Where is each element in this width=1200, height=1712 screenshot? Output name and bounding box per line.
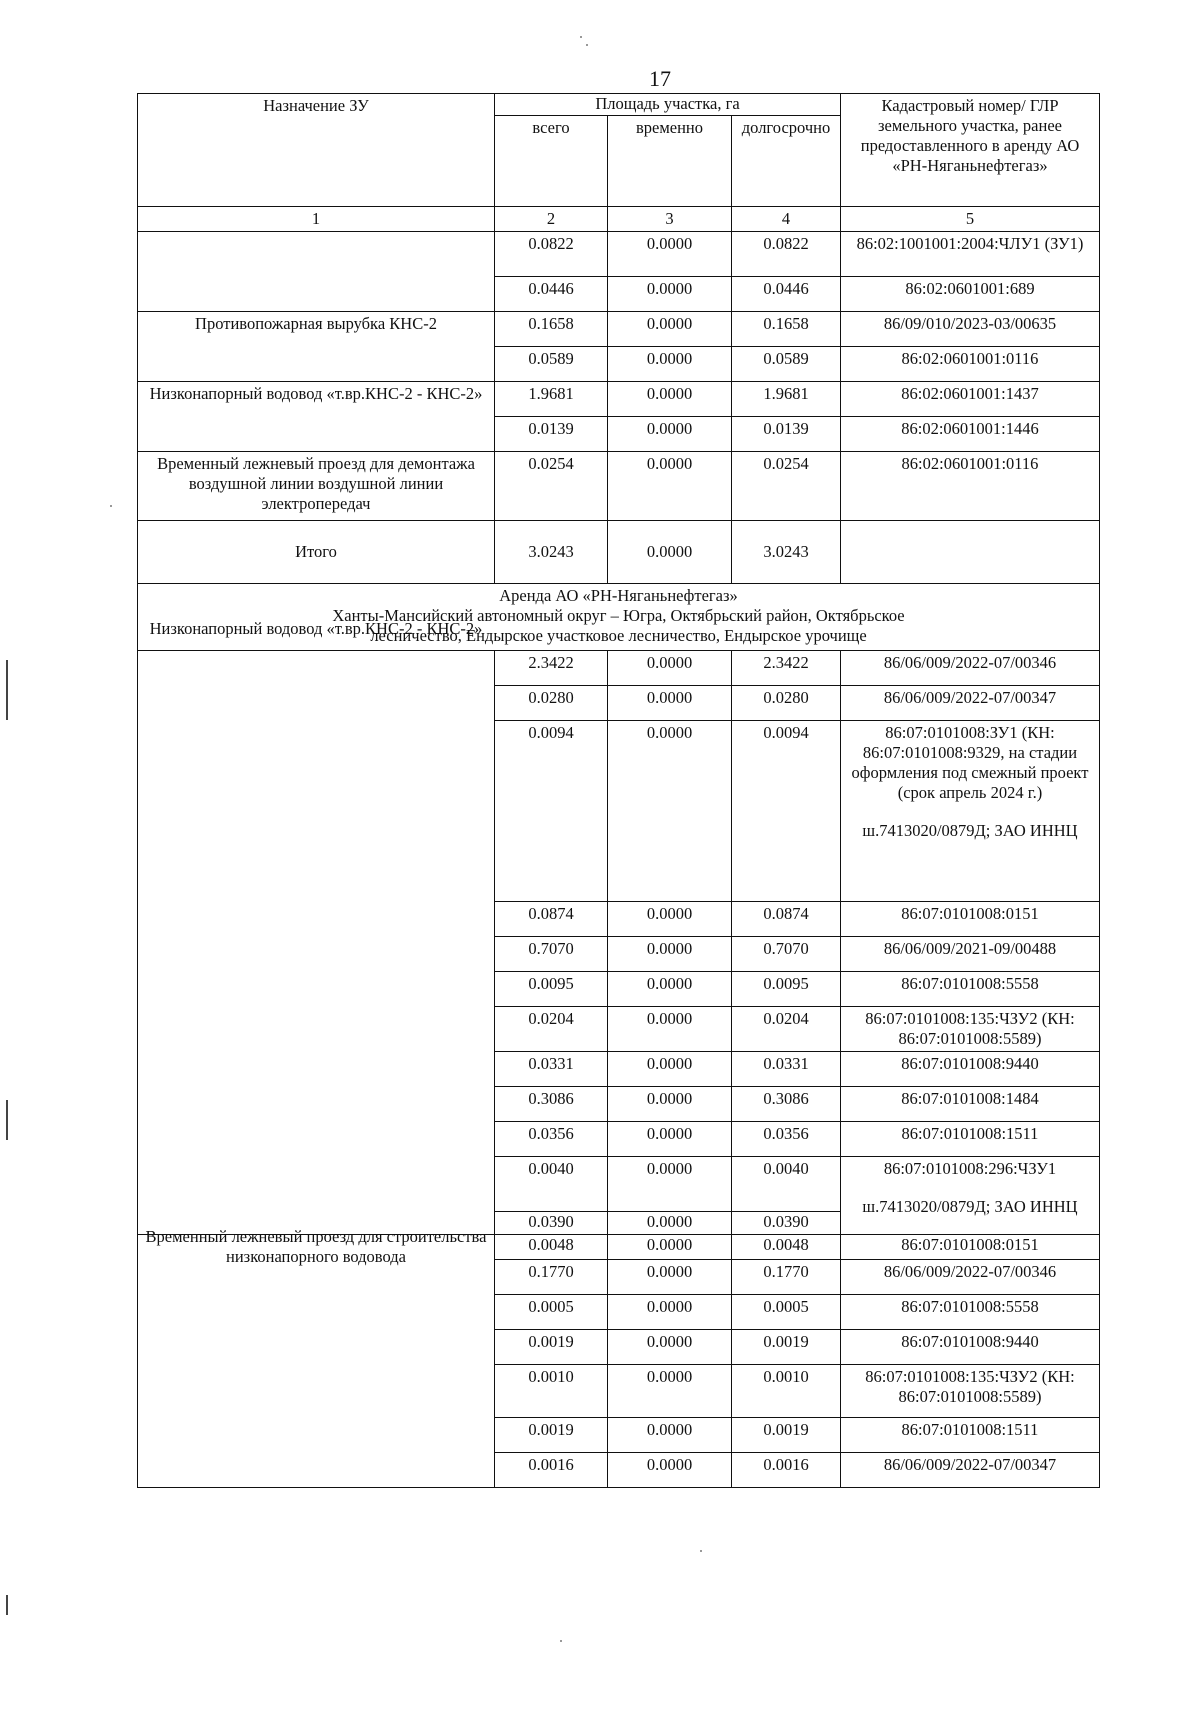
cell-cadastral: 86:02:0601001:1446 xyxy=(841,417,1100,452)
header-total: всего xyxy=(495,115,608,206)
cell-cadastral: 86:02:0601001:1437 xyxy=(841,382,1100,417)
cell-total: 0.3086 xyxy=(495,1087,608,1122)
cell-temporary: 0.0000 xyxy=(608,417,732,452)
cell-temporary: 0.0000 xyxy=(608,1087,732,1122)
table-header-row xyxy=(138,94,1100,116)
cadastral-note: ш.7413020/0879Д; ЗАО ИННЦ xyxy=(862,1197,1078,1216)
cell-cadastral: 86:07:0101008:1511 xyxy=(841,1418,1100,1453)
cell-cadastral: 86:07:0101008:0151 xyxy=(841,902,1100,937)
cell-temporary: 0.0000 xyxy=(608,1235,732,1260)
purpose-water-pipeline-lease xyxy=(138,619,495,1235)
scan-speck xyxy=(586,44,588,46)
table-row xyxy=(138,382,1100,417)
cell-cadastral: 86:02:0601001:0116 xyxy=(841,452,1100,521)
header-area-group: Площадь участка, га xyxy=(495,94,841,116)
cadastral-text: 86:07:0101008:ЗУ1 (КН: 86:07:0101008:9329, на стадии оформления под смежный проект (срок апрель 2024 г.) xyxy=(851,723,1089,802)
total-sum-temporary: 0.0000 xyxy=(608,521,732,584)
scan-speck xyxy=(560,1640,562,1642)
cell-total: 0.0005 xyxy=(495,1295,608,1330)
cell-longterm: 0.0139 xyxy=(732,417,841,452)
table-row xyxy=(138,232,1100,277)
cell-total: 0.0048 xyxy=(495,1235,608,1260)
cell-temporary: 0.0000 xyxy=(608,1260,732,1295)
page-number: 17 xyxy=(649,66,671,91)
cell-cadastral: 86:07:0101008:5558 xyxy=(841,972,1100,1007)
cell-total: 0.0019 xyxy=(495,1330,608,1365)
cell-temporary: 0.0000 xyxy=(608,686,732,721)
cell-longterm: 0.0822 xyxy=(732,232,841,277)
cell-total: 1.9681 xyxy=(495,382,608,417)
col-index-1: 1 xyxy=(138,207,495,232)
cell-cadastral: 86/06/009/2022-07/00346 xyxy=(841,651,1100,686)
cell-total: 0.0280 xyxy=(495,686,608,721)
header-temporary: временно xyxy=(608,115,732,206)
cell-total: 0.0356 xyxy=(495,1122,608,1157)
cell-longterm: 0.0095 xyxy=(732,972,841,1007)
cell-total: 0.0094 xyxy=(495,721,608,902)
purpose-fire-clearing: Противопожарная вырубка КНС-2 xyxy=(138,312,495,382)
cell-total: 0.0204 xyxy=(495,1007,608,1052)
land-plots-table xyxy=(137,93,1100,1488)
cell-cadastral: 86:07:0101008:1484 xyxy=(841,1087,1100,1122)
cell-temporary: 0.0000 xyxy=(608,1122,732,1157)
scan-mark xyxy=(6,1595,8,1615)
cell-temporary: 0.0000 xyxy=(608,277,732,312)
cell-temporary: 0.0000 xyxy=(608,1453,732,1488)
purpose-water-pipeline-lease-text: Низконапорный водовод «т.вр.КНС-2 - КНС-2» xyxy=(149,619,483,638)
cell-longterm: 0.0280 xyxy=(732,686,841,721)
cell-cadastral: 86:07:0101008:9440 xyxy=(841,1052,1100,1087)
header-cadastral: Кадастровый номер/ ГЛР земельного участка, ранее предоставленного в аренду АО «РН-Няганьнефтегаз» xyxy=(841,94,1100,207)
cell-total: 0.0095 xyxy=(495,972,608,1007)
cell-temporary: 0.0000 xyxy=(608,382,732,417)
purpose-temp-road-construction-text: Временный лежневый проезд для строительства низконапорного водовода xyxy=(145,1227,487,1266)
cell-temporary: 0.0000 xyxy=(608,1418,732,1453)
total-label: Итого xyxy=(138,521,495,584)
col-index-2: 2 xyxy=(495,207,608,232)
cell-longterm: 0.0040 xyxy=(732,1157,841,1212)
cell-cadastral: 86:07:0101008:135:ЧЗУ2 (КН: 86:07:0101008:5589) xyxy=(841,1365,1100,1418)
cell-longterm: 0.0094 xyxy=(732,721,841,902)
cell-cadastral xyxy=(841,721,1100,902)
table-row xyxy=(138,312,1100,347)
cell-cadastral: 86:02:0601001:689 xyxy=(841,277,1100,312)
cell-temporary: 0.0000 xyxy=(608,1052,732,1087)
cell-cadastral: 86:02:1001001:2004:ЧЛУ1 (ЗУ1) xyxy=(841,232,1100,277)
scan-speck xyxy=(700,1550,702,1552)
cell-temporary: 0.0000 xyxy=(608,1157,732,1212)
total-cadastral-empty xyxy=(841,521,1100,584)
scan-mark xyxy=(6,660,8,720)
cell-longterm: 1.9681 xyxy=(732,382,841,417)
cell-longterm: 0.3086 xyxy=(732,1087,841,1122)
cell-cadastral: 86/06/009/2022-07/00346 xyxy=(841,1260,1100,1295)
cell-longterm: 0.1658 xyxy=(732,312,841,347)
cell-total: 0.0390 xyxy=(495,1212,608,1235)
cadastral-text: 86:07:0101008:296:ЧЗУ1 xyxy=(883,1159,1057,1178)
cell-cadastral xyxy=(841,1157,1100,1235)
section-heading xyxy=(138,584,1100,651)
purpose-temp-road-construction xyxy=(138,1227,495,1488)
header-longterm: долгосрочно xyxy=(732,115,841,206)
cell-cadastral: 86/06/009/2021-09/00488 xyxy=(841,937,1100,972)
header-purpose: Назначение ЗУ xyxy=(138,94,495,207)
scan-speck xyxy=(110,505,112,507)
cell-temporary: 0.0000 xyxy=(608,452,732,521)
cell-total: 0.0874 xyxy=(495,902,608,937)
cell-longterm: 0.7070 xyxy=(732,937,841,972)
scan-mark xyxy=(6,1100,8,1140)
cell-longterm: 0.0390 xyxy=(732,1212,841,1235)
cadastral-note: ш.7413020/0879Д; ЗАО ИННЦ xyxy=(862,821,1078,840)
table-row xyxy=(138,452,1100,521)
purpose-temp-road-dismantle: Временный лежневый проезд для демонтажа воздушной линии воздушной линии электропередач xyxy=(138,452,495,521)
cell-temporary: 0.0000 xyxy=(608,1295,732,1330)
cell-temporary: 0.0000 xyxy=(608,1365,732,1418)
scan-speck xyxy=(580,36,582,38)
cell-temporary: 0.0000 xyxy=(608,651,732,686)
cell-temporary: 0.0000 xyxy=(608,312,732,347)
section-heading-row xyxy=(138,584,1100,651)
cell-temporary: 0.0000 xyxy=(608,1212,732,1235)
cell-total: 0.7070 xyxy=(495,937,608,972)
cell-longterm: 0.0254 xyxy=(732,452,841,521)
cell-total: 2.3422 xyxy=(495,651,608,686)
cell-total: 0.0822 xyxy=(495,232,608,277)
cell-cadastral: 86:07:0101008:5558 xyxy=(841,1295,1100,1330)
cell-total: 0.1658 xyxy=(495,312,608,347)
cell-cadastral: 86:07:0101008:135:ЧЗУ2 (КН: 86:07:0101008:5589) xyxy=(841,1007,1100,1052)
cell-temporary: 0.0000 xyxy=(608,972,732,1007)
cell-temporary: 0.0000 xyxy=(608,232,732,277)
cell-total: 0.0446 xyxy=(495,277,608,312)
cell-longterm: 0.0019 xyxy=(732,1418,841,1453)
purpose-cell-empty xyxy=(138,232,495,312)
cell-longterm: 0.0356 xyxy=(732,1122,841,1157)
cell-temporary: 0.0000 xyxy=(608,902,732,937)
cell-total: 0.0016 xyxy=(495,1453,608,1488)
cell-longterm: 0.0016 xyxy=(732,1453,841,1488)
cell-longterm: 0.0589 xyxy=(732,347,841,382)
column-index-row xyxy=(138,207,1100,232)
section-heading-location: Ханты-Мансийский автономный округ – Югра, Октябрьский район, Октябрьское лесничество, Ендырское участковое лесничество, Ендырское урочище xyxy=(332,606,905,645)
cell-total: 0.0331 xyxy=(495,1052,608,1087)
col-index-5: 5 xyxy=(841,207,1100,232)
cell-temporary: 0.0000 xyxy=(608,1330,732,1365)
cell-cadastral: 86/09/010/2023-03/00635 xyxy=(841,312,1100,347)
cell-total: 0.0010 xyxy=(495,1365,608,1418)
purpose-water-pipeline: Низконапорный водовод «т.вр.КНС-2 - КНС-2» xyxy=(138,382,495,452)
col-index-4: 4 xyxy=(732,207,841,232)
cell-longterm: 0.0019 xyxy=(732,1330,841,1365)
cell-longterm: 0.0874 xyxy=(732,902,841,937)
cell-total: 0.0019 xyxy=(495,1418,608,1453)
cell-longterm: 2.3422 xyxy=(732,651,841,686)
cell-longterm: 0.0048 xyxy=(732,1235,841,1260)
section-heading-title: Аренда АО «РН-Няганьнефтегаз» xyxy=(499,586,738,605)
cell-longterm: 0.0446 xyxy=(732,277,841,312)
cell-cadastral: 86:02:0601001:0116 xyxy=(841,347,1100,382)
cell-longterm: 0.1770 xyxy=(732,1260,841,1295)
cell-cadastral: 86/06/009/2022-07/00347 xyxy=(841,1453,1100,1488)
total-sum-longterm: 3.0243 xyxy=(732,521,841,584)
cell-longterm: 0.0005 xyxy=(732,1295,841,1330)
total-sum-total: 3.0243 xyxy=(495,521,608,584)
table-row xyxy=(138,651,1100,686)
cell-longterm: 0.0204 xyxy=(732,1007,841,1052)
cell-cadastral: 86/06/009/2022-07/00347 xyxy=(841,686,1100,721)
cell-total: 0.1770 xyxy=(495,1260,608,1295)
cell-total: 0.0139 xyxy=(495,417,608,452)
cell-temporary: 0.0000 xyxy=(608,937,732,972)
cell-temporary: 0.0000 xyxy=(608,721,732,902)
total-row xyxy=(138,521,1100,584)
table-row xyxy=(138,1235,1100,1260)
cell-total: 0.0589 xyxy=(495,347,608,382)
cell-longterm: 0.0010 xyxy=(732,1365,841,1418)
cell-temporary: 0.0000 xyxy=(608,347,732,382)
cell-temporary: 0.0000 xyxy=(608,1007,732,1052)
cell-cadastral: 86:07:0101008:9440 xyxy=(841,1330,1100,1365)
cell-longterm: 0.0331 xyxy=(732,1052,841,1087)
cell-total: 0.0040 xyxy=(495,1157,608,1212)
col-index-3: 3 xyxy=(608,207,732,232)
cell-total: 0.0254 xyxy=(495,452,608,521)
cell-cadastral: 86:07:0101008:0151 xyxy=(841,1235,1100,1260)
cell-cadastral: 86:07:0101008:1511 xyxy=(841,1122,1100,1157)
